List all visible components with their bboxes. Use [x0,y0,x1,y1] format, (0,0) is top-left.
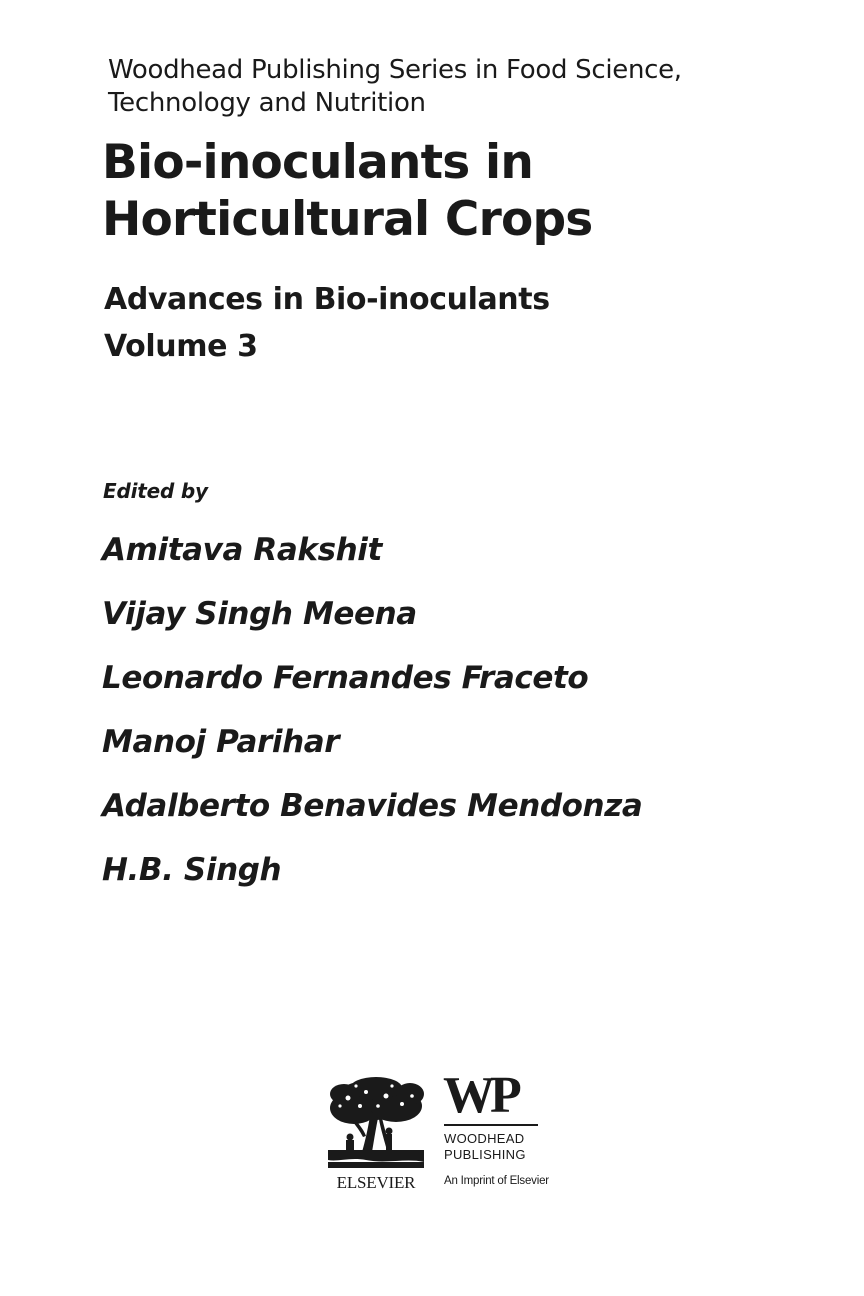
elsevier-wordmark: ELSEVIER [336,1173,416,1192]
elsevier-tree-icon [326,1076,426,1172]
editor-name: Amitava Rakshit [102,532,382,568]
editor-name: H.B. Singh [102,852,282,888]
wp-monogram: WP [443,1067,517,1124]
editor-name: Vijay Singh Meena [102,596,417,632]
book-title [102,134,822,248]
series-line-1: Woodhead Publishing Series in Food Science, [108,55,682,85]
editors-list [102,529,642,913]
editor-name: Leonardo Fernandes Fraceto [102,660,589,696]
book-title-line-1: Bio-inoculants in [102,135,533,190]
edited-by-label: Edited by [103,479,208,503]
series-line-2: Technology and Nutrition [108,88,426,118]
editor-name: Manoj Parihar [102,724,340,760]
book-subtitle [104,276,804,370]
woodhead-publishing-logo [441,1067,601,1192]
woodhead-name-line-1: WOODHEAD [444,1131,525,1146]
wp-divider [444,1124,538,1126]
woodhead-publishing-name [444,1131,526,1163]
editor-name: Adalberto Benavides Mendonza [102,788,643,824]
book-title-line-2: Horticultural Crops [102,192,593,247]
elsevier-logo [326,1076,426,1192]
subtitle-volume: Volume 3 [104,329,258,364]
series-name [108,54,808,120]
subtitle-line-1: Advances in Bio-inoculants [104,282,550,317]
imprint-text: An Imprint of Elsevier [444,1175,549,1187]
woodhead-name-line-2: PUBLISHING [444,1147,526,1162]
